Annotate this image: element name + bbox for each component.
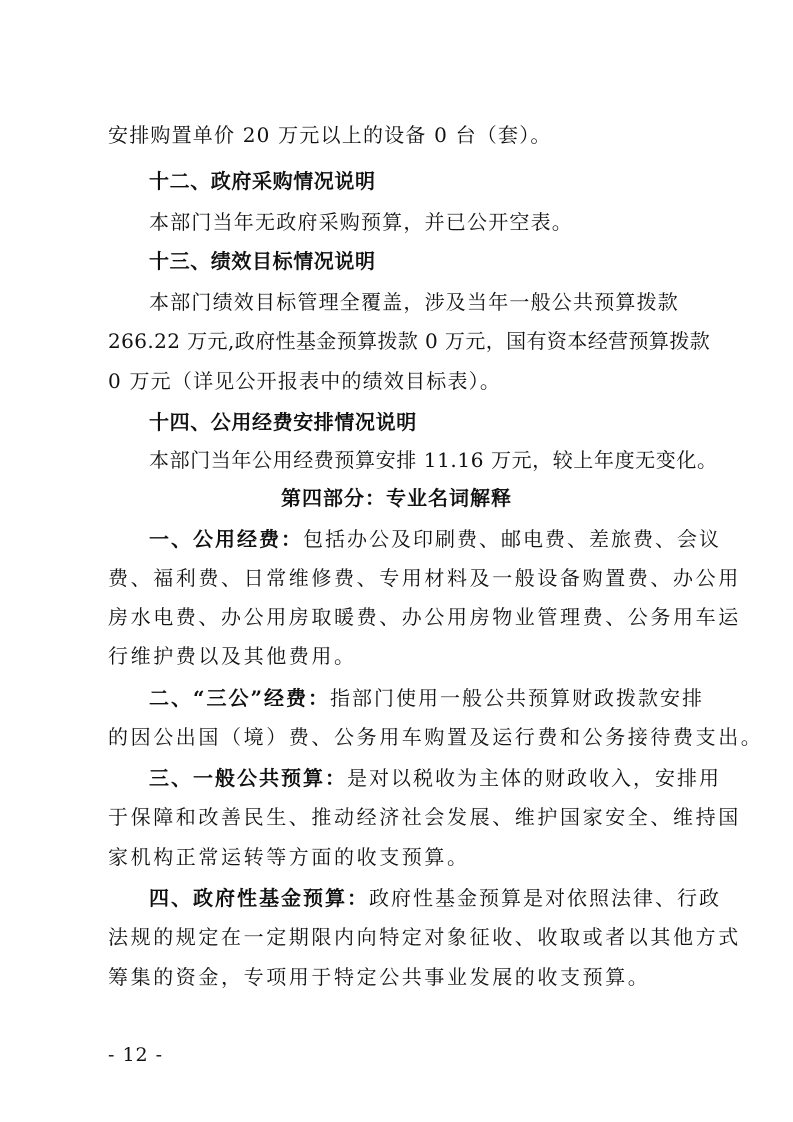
section-heading-14: 十四、公用经费安排情况说明 (149, 410, 417, 434)
paragraph-line: 房水电费、办公用房取暖费、办公用房物业管理费、公务用车运 (108, 605, 741, 629)
paragraph-line: 行维护费以及其他费用。 (108, 644, 357, 668)
term-text: 包括办公及印刷费、邮电费、差旅费、会议 (303, 527, 721, 551)
paragraph-line: 本部门绩效目标管理全覆盖，涉及当年一般公共预算拨款 (149, 290, 679, 314)
paragraph-line: 家机构正常运转等方面的收支预算。 (108, 845, 470, 869)
paragraph-line: 安排购置单价 20 万元以上的设备 0 台（套）。 (108, 123, 552, 147)
term-paragraph-line (149, 520, 721, 558)
term-heading: 一、公用经费： (149, 527, 303, 551)
section-heading-13: 十三、绩效目标情况说明 (149, 249, 376, 273)
term-heading: 三、一般公共预算： (149, 766, 347, 790)
section-heading-12: 十二、政府采购情况说明 (149, 169, 376, 193)
paragraph-line: 法规的规定在一定期限内向特定对象征收、收取或者以其他方式 (108, 925, 741, 949)
paragraph-line: 266.22 万元,政府性基金预算拨款 0 万元，国有资本经营预算拨款 (108, 329, 711, 353)
paragraph-line: 费、福利费、日常维修费、专用材料及一般设备购置费、办公用 (108, 566, 741, 590)
paragraph-line: 0 万元（详见公开报表中的绩效目标表）。 (108, 369, 502, 393)
term-paragraph-line (149, 759, 721, 797)
term-paragraph-line (149, 879, 721, 917)
term-text: 政府性基金预算是对依照法律、行政 (369, 886, 721, 910)
term-text: 指部门使用一般公共预算财政拨款安排 (330, 686, 705, 710)
term-heading: 四、政府性基金预算： (149, 886, 369, 910)
paragraph-line: 于保障和改善民生、推动经济社会发展、维护国家安全、维持国 (108, 805, 741, 829)
term-heading: 二、“三公”经费： (149, 686, 331, 710)
term-paragraph-line (149, 679, 705, 717)
paragraph-line: 本部门当年无政府采购预算，并已公开空表。 (149, 210, 573, 234)
term-text: 是对以税收为主体的财政收入，安排用 (347, 766, 721, 790)
page-number: - 12 - (108, 1044, 164, 1066)
paragraph-line: 本部门当年公用经费预算安排 11.16 万元，较上年度无变化。 (149, 448, 718, 472)
paragraph-line: 的因公出国（境）费、公务用车购置及运行费和公务接待费支出。 (108, 725, 764, 749)
part-title: 第四部分：专业名词解释 (281, 486, 512, 510)
paragraph-line: 筹集的资金，专项用于特定公共事业发展的收支预算。 (108, 965, 651, 989)
